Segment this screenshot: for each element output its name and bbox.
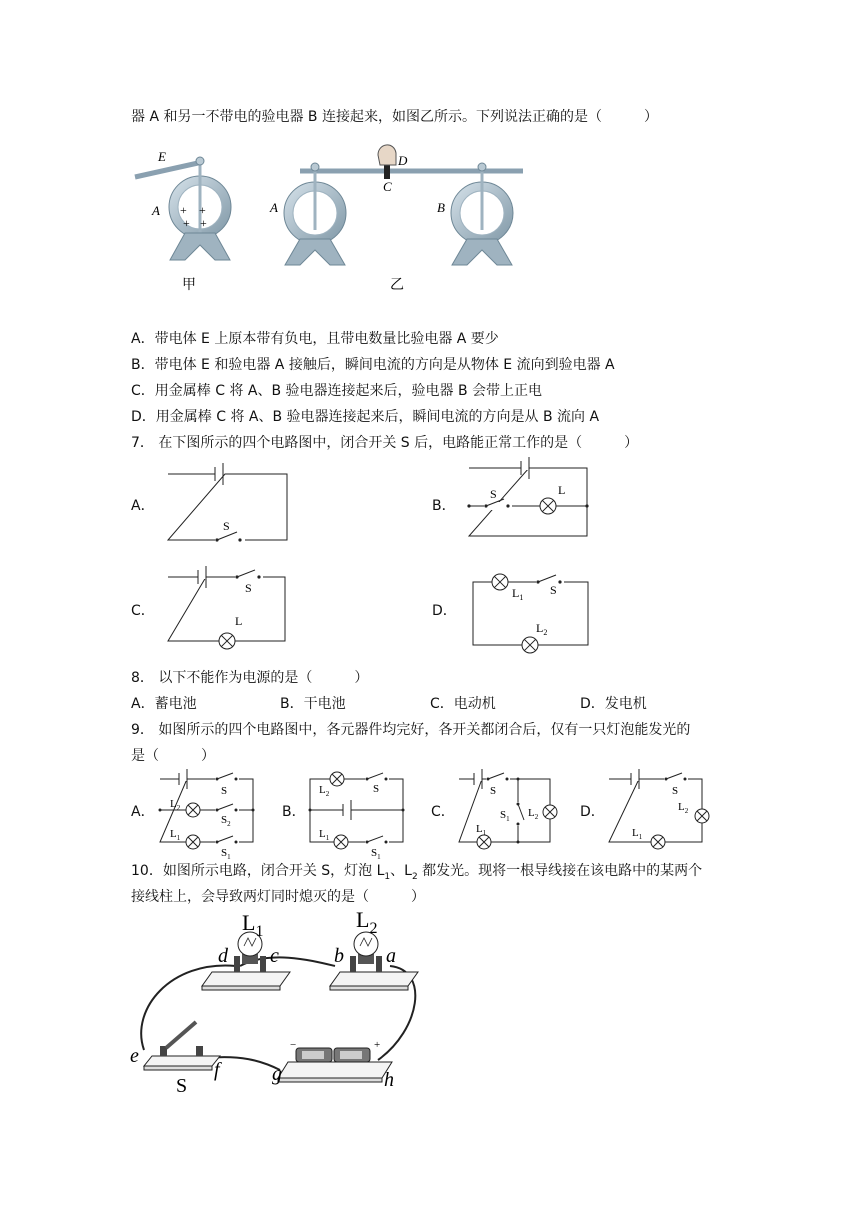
q9-circuit-a [157,774,257,861]
q10-plus: + [374,1039,381,1051]
q10-figure [130,907,430,1100]
q10-label-e: e [130,1045,139,1067]
q9a-L1: $L_1$ [170,828,181,842]
label-C: C [383,179,392,194]
hand-icon [378,145,396,179]
q9-label-d[interactable]: D． [580,804,605,820]
q7c-L: L [235,614,243,628]
q9a-S1: $S_1$ [221,847,231,861]
q10-L1: $L_1$ [242,910,264,940]
q10-label-c: c [270,945,279,967]
q7-circuit-a [165,460,290,545]
label-E: E [158,149,166,164]
q7-circuit-d [470,570,595,655]
q7-stem: 7． 在下图所示的四个电路图中，闭合开关 S 后，电路能正常工作的是（ ） [131,435,639,451]
q9c-L2: $L_2$ [528,807,539,821]
q7c-S: S [245,581,252,595]
q10-label-S: S [176,1075,188,1097]
q7b-S: S [490,487,497,501]
label-A2: A [270,200,278,215]
q9b-L2: $L_2$ [319,784,330,798]
q10-L2: $L_2$ [356,907,378,937]
q9-label-a[interactable]: A． [131,804,155,820]
q9-stem-line1: 9． 如图所示的四个电路图中，各元器件均完好，各开关都闭合后，仅有一只灯泡能发光的 [131,722,691,738]
q9b-L1: $L_1$ [319,828,330,842]
q6-figure [130,135,530,295]
label-D: D [398,153,408,168]
q9b-S1: $S_1$ [371,847,381,861]
q9-circuit-b [307,774,407,861]
svg-text:+: + [200,216,207,230]
q10-label-h: h [384,1069,394,1091]
q8-option-d[interactable]: D．发电机 [580,696,647,712]
q10-label-b: b [334,945,344,967]
electroscope-yi-B [451,163,513,265]
svg-text:+: + [180,203,187,217]
q7-circuit-c [165,567,290,647]
electroscope-jia [135,157,231,260]
q9-label-c[interactable]: C． [431,804,455,820]
q9d-L1: $L_1$ [632,827,643,841]
q6-stem-tail: 器 A 和另一不带电的验电器 B 连接起来，如图乙所示。下列说法正确的是（ ） [131,109,658,125]
q9-circuit-d [606,774,706,849]
q7d-L2: $L_2$ [536,621,548,637]
q9d-L2: $L_2$ [678,801,689,815]
q7d-L1: $L_1$ [512,586,524,602]
q10-label-f: f [214,1059,220,1081]
q9a-S: S [221,785,228,797]
q7-label-d[interactable]: D． [432,603,457,619]
q6-option-c[interactable]: C．用金属棒 C 将 A、B 验电器连接起来后，验电器 B 会带上正电 [131,383,543,399]
q9c-S1: $S_1$ [500,809,510,823]
q9c-S: S [490,785,497,797]
q9d-S: S [672,785,679,797]
q7b-L: L [558,483,566,497]
svg-text:+: + [199,203,206,217]
q10-stem-line1: 10．如图所示电路，闭合开关 S，灯泡 $L_1$、$L_2$ 都发光。现将一根导线接在该电路中的某两个 [131,863,703,882]
q6-option-a[interactable]: A．带电体 E 上原本带有负电，且带电数量比验电器 A 要少 [131,331,499,347]
electroscope-yi-A [284,163,346,265]
q9c-L1: $L_1$ [476,823,487,837]
svg-text:+: + [183,216,190,230]
q7-label-b[interactable]: B． [432,498,456,514]
q6-option-b[interactable]: B．带电体 E 和验电器 A 接触后，瞬间电流的方向是从物体 E 流向到验电器 A [131,357,615,373]
q9b-S: S [373,783,380,795]
q7d-S: S [550,583,557,597]
q9-stem-line2: 是（ ） [131,748,215,764]
battery [278,1048,392,1082]
caption-jia: 甲 [182,277,196,293]
q9-label-b[interactable]: B． [282,804,306,820]
label-A1: A [152,203,160,218]
q10-label-d: d [218,945,228,967]
q7-label-c[interactable]: C． [131,603,155,619]
q6-option-d[interactable]: D．用金属棒 C 将 A、B 验电器连接起来后，瞬间电流的方向是从 B 流向 A [131,409,600,425]
q10-minus: − [290,1039,297,1051]
q8-stem: 8． 以下不能作为电源的是（ ） [131,670,369,686]
q10-label-g: g [272,1063,282,1085]
switch-S [144,1022,220,1070]
q7a-S: S [223,519,230,533]
q7-label-a[interactable]: A． [131,498,155,514]
q10-stem-line2: 接线柱上，会导致两灯同时熄灭的是（ ） [131,889,425,905]
q8-option-a[interactable]: A．蓄电池 [131,696,197,712]
q8-option-b[interactable]: B．干电池 [280,696,346,712]
label-B: B [437,200,445,215]
caption-yi: 乙 [390,277,404,293]
q9a-S2: $S_2$ [221,814,231,828]
q10-label-a: a [386,945,396,967]
q7-circuit-b [466,460,591,540]
q9-circuit-c [456,774,556,849]
q8-option-c[interactable]: C．电动机 [430,696,496,712]
q9a-L2: $L_2$ [170,798,181,812]
